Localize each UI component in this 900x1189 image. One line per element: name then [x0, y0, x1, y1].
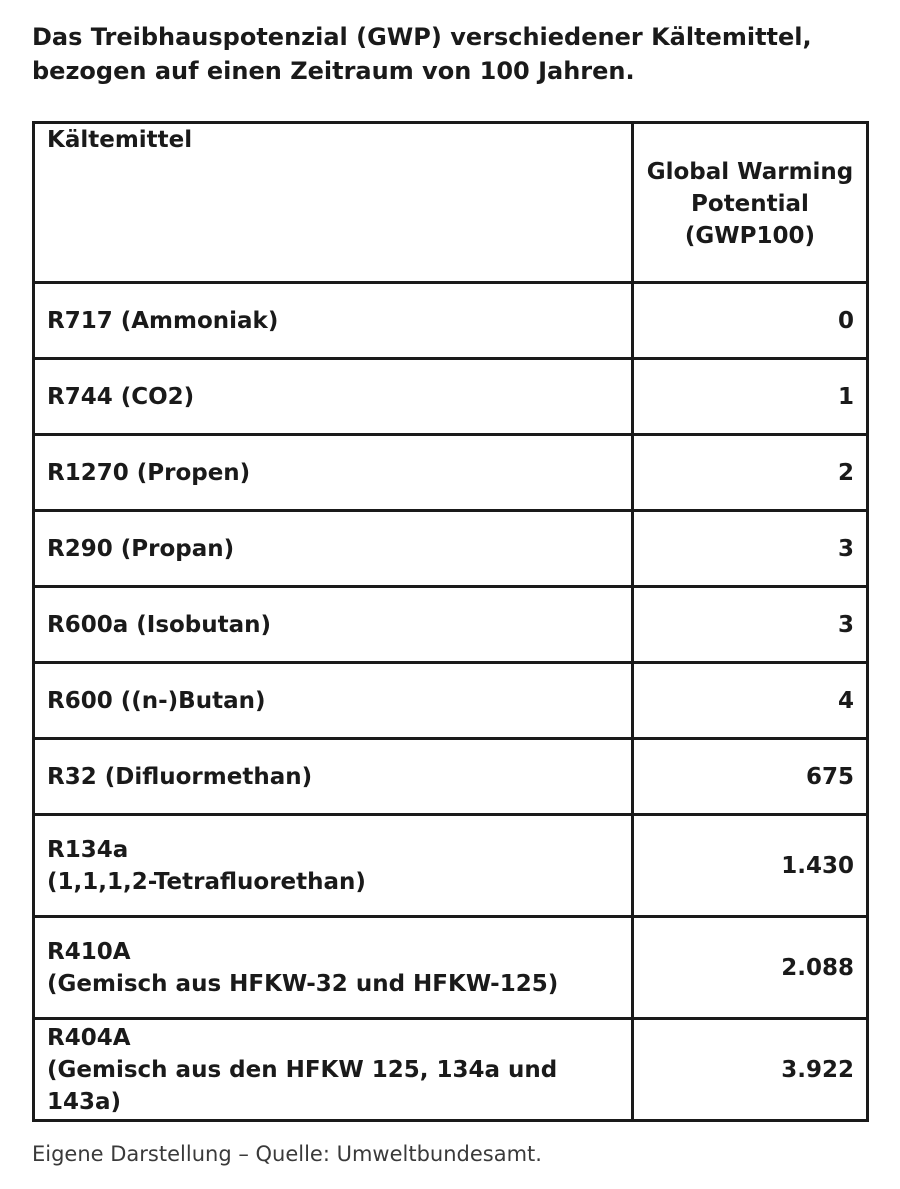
gwp-value: 3 [633, 511, 868, 587]
page-title [32, 20, 872, 88]
refrigerant-name-cell [34, 815, 633, 917]
gwp-value: 2 [633, 435, 868, 511]
table-row [34, 739, 868, 815]
gwp-value: 3.922 [633, 1019, 868, 1121]
refrigerant-name-cell [34, 283, 633, 359]
source-note: Eigene Darstellung – Quelle: Umweltbundesamt. [32, 1142, 542, 1166]
refrigerant-name-cell [34, 917, 633, 1019]
gwp-value: 2.088 [633, 917, 868, 1019]
refrigerant-name-cell [34, 511, 633, 587]
refrigerant-name-cell [34, 435, 633, 511]
refrigerant-name: R32 (Difluormethan) [47, 763, 313, 790]
title-line-2: bezogen auf einen Zeitraum von 100 Jahren. [32, 57, 635, 85]
refrigerant-name-cell [34, 359, 633, 435]
table-row [34, 359, 868, 435]
table-row [34, 435, 868, 511]
refrigerant-name: R134a [47, 836, 129, 863]
refrigerant-name: R600a (Isobutan) [47, 611, 272, 638]
gwp-value: 1.430 [633, 815, 868, 917]
refrigerant-description: (1,1,1,2-Tetrafluorethan) [47, 868, 366, 895]
refrigerant-name: R1270 (Propen) [47, 459, 251, 486]
refrigerant-name: R717 (Ammoniak) [47, 307, 279, 334]
title-line-1: Das Treibhauspotenzial (GWP) verschiedener Kältemittel, [32, 23, 812, 51]
table-header-row [34, 123, 868, 283]
column-header-gwp-line-1: Global Warming [646, 159, 854, 185]
table-row [34, 1019, 868, 1121]
refrigerant-description: (Gemisch aus HFKW-32 und HFKW-125) [47, 970, 559, 997]
refrigerant-name: R744 (CO2) [47, 383, 195, 410]
table-row [34, 663, 868, 739]
refrigerant-name: R404A [47, 1024, 131, 1051]
column-header-gwp-line-3: (GWP100) [684, 223, 816, 249]
refrigerant-name-cell [34, 739, 633, 815]
refrigerant-name: R290 (Propan) [47, 535, 235, 562]
table-row [34, 587, 868, 663]
gwp-value: 675 [633, 739, 868, 815]
refrigerant-name-cell [34, 663, 633, 739]
refrigerant-description: (Gemisch aus den HFKW 125, 134a und 143a) [47, 1056, 558, 1115]
table-row [34, 283, 868, 359]
column-header-refrigerant: Kältemittel [34, 123, 633, 283]
gwp-value: 3 [633, 587, 868, 663]
table-row [34, 815, 868, 917]
table-row [34, 511, 868, 587]
refrigerant-name: R410A [47, 938, 131, 965]
column-header-gwp-line-2: Potential [691, 191, 809, 217]
gwp-value: 0 [633, 283, 868, 359]
gwp-table [32, 121, 869, 1122]
gwp-value: 4 [633, 663, 868, 739]
column-header-gwp [633, 123, 868, 283]
refrigerant-name: R600 ((n-)Butan) [47, 687, 266, 714]
gwp-value: 1 [633, 359, 868, 435]
table-row [34, 917, 868, 1019]
refrigerant-name-cell [34, 1019, 633, 1121]
refrigerant-name-cell [34, 587, 633, 663]
